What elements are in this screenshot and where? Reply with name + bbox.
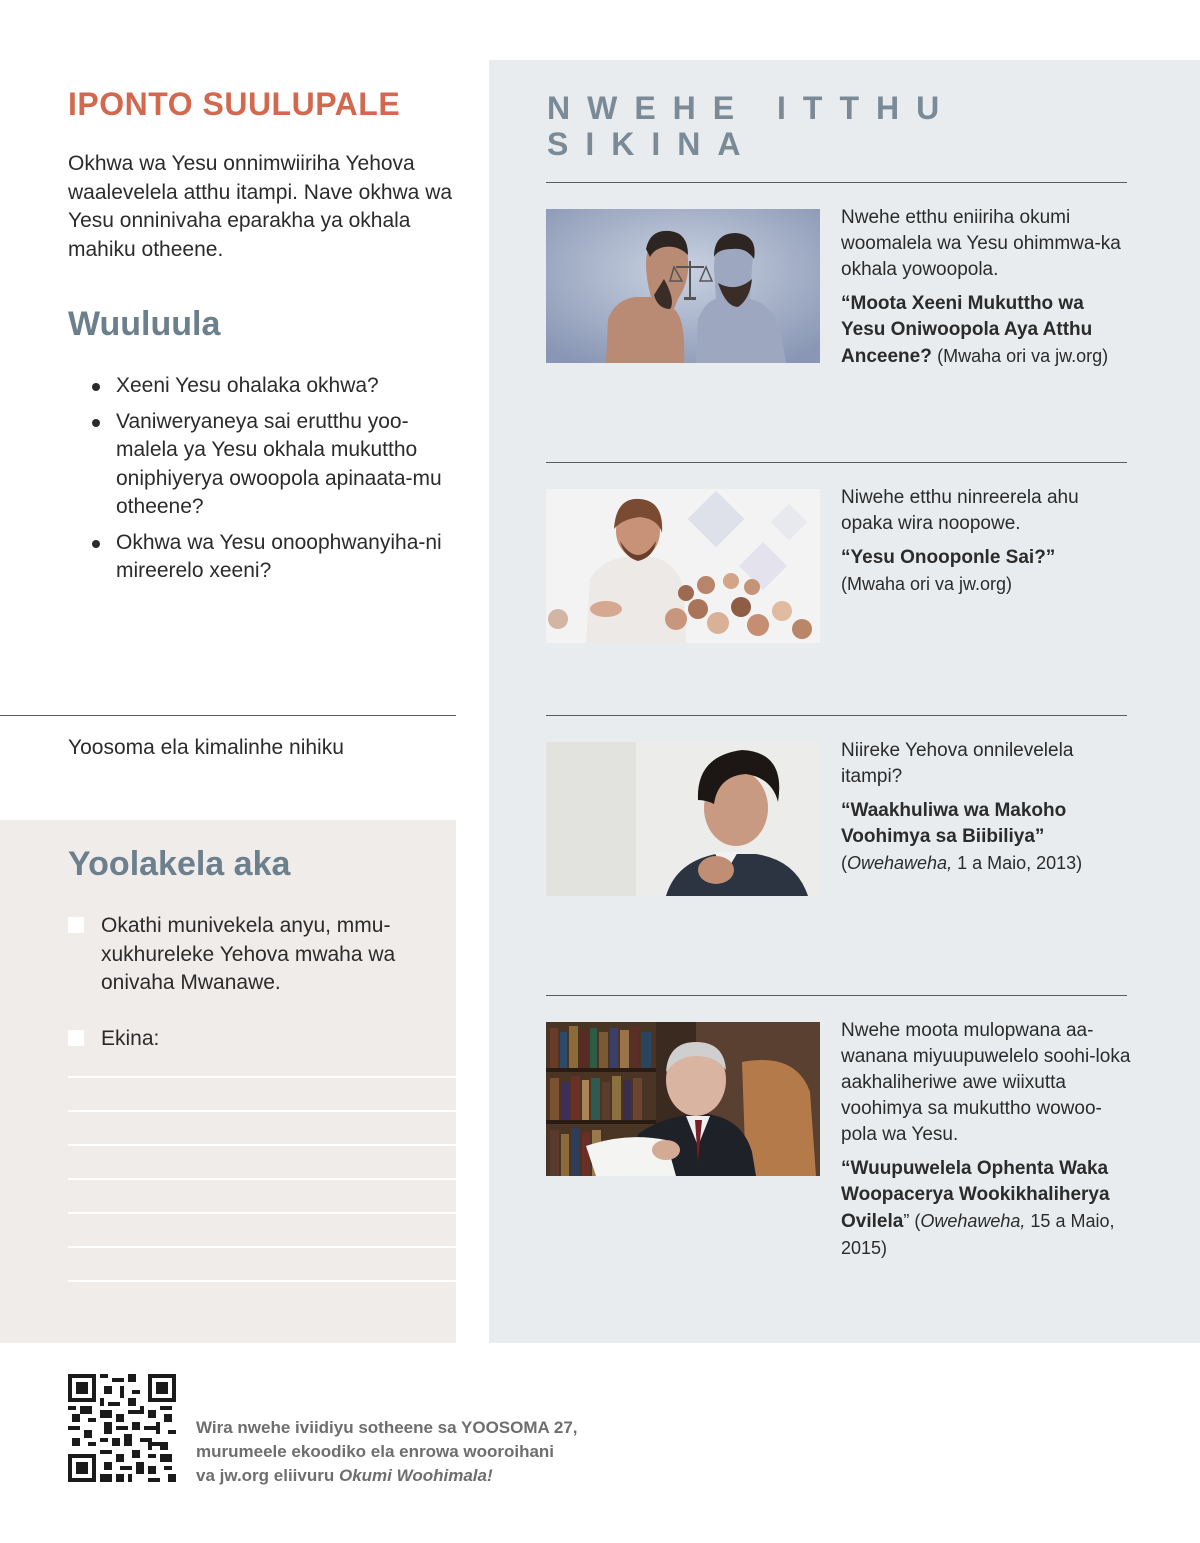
reading-item[interactable] (546, 715, 1127, 873)
further-reading-panel (489, 60, 1200, 1343)
checkbox[interactable] (68, 1030, 84, 1046)
reading-item-ref-source: (Mwaha ori va jw.org) (841, 574, 1013, 594)
reading-item-ref-source-date: 15 a Maio, 2015) (841, 1211, 1115, 1258)
reading-item-description: Niireke Yehova onnilevelela itampi? (841, 740, 1074, 787)
reading-item[interactable] (546, 462, 1127, 594)
reading-item-ref-source: (Owehaweha, 1 a Maio, 2013) (841, 853, 1083, 873)
write-line[interactable] (68, 1280, 456, 1282)
checkbox[interactable] (68, 917, 84, 933)
qr-code-icon[interactable] (68, 1374, 176, 1482)
reading-item-description: Nwehe moota mulopwana aa-wanana miyuupuwelelo soohi-loka aakhaliheriwe awe wiixutta voohimya sa mukuttho wowoo-pola wa Yesu. (841, 1020, 1131, 1145)
reading-item-text (841, 738, 1131, 877)
write-line[interactable] (68, 1178, 456, 1180)
footer-line: murumeele ekoodiko ela enrowa wooroihani (196, 1442, 555, 1461)
man-reading-photo[interactable] (546, 1022, 820, 1176)
summary-title: IPONTO SUULUPALE (68, 86, 401, 122)
further-reading-title: NWEHE ITTHU SIKINA (547, 90, 957, 162)
write-line[interactable] (68, 1246, 456, 1248)
reading-item-ref-title[interactable]: “Wuupuwelela Ophenta Waka Woopacerya Wookikhaliherya Ovilela (841, 1158, 1110, 1232)
bullet-icon (92, 419, 100, 427)
reading-item-description: Nwehe etthu eniiriha okumi woomalela wa Yesu ohimmwa-ka okhala yowoopola. (841, 207, 1121, 280)
reading-item[interactable] (546, 995, 1131, 1258)
reading-item-reference[interactable] (841, 1156, 1131, 1262)
reading-item-ref-source-publication: Owehaweha, (920, 1211, 1026, 1231)
goal-text: Okathi munivekela anyu, mmu-xukhureleke Yehova mwaha wa onivaha Mwanawe. (101, 914, 396, 994)
two-men-scale-illustration[interactable] (546, 209, 820, 363)
jesus-with-people-illustration[interactable] (546, 489, 820, 643)
reading-item-text (841, 205, 1131, 370)
footer-note (196, 1416, 616, 1488)
man-praying-photo[interactable] (546, 742, 820, 896)
reading-item-text (841, 485, 1131, 598)
review-question: Xeeni Yesu ohalaka okhwa? (92, 372, 452, 401)
goals-panel (0, 820, 456, 1343)
footer-line: va jw.org eliivuru Okumi Woohimala! (196, 1466, 493, 1485)
bullet-icon (92, 540, 100, 548)
summary-text: Okhwa wa Yesu onnimwiiriha Yehova waalevelela atthu itampi. Nave okhwa wa Yesu onninivaha eparakha ya okhala mahiku otheene. (68, 152, 453, 261)
reading-item-ref-source: (Mwaha ori va jw.org) (937, 346, 1109, 366)
write-line[interactable] (68, 1144, 456, 1146)
reading-item-reference[interactable] (841, 545, 1131, 598)
goal-item-other[interactable] (68, 1025, 438, 1054)
review-question: Okhwa wa Yesu onoophwanyiha-ni mireerelo xeeni? (92, 529, 452, 586)
write-line[interactable] (68, 1212, 456, 1214)
review-question: Vaniweryaneya sai erutthu yoo-malela ya Yesu okhala mukuttho oniphiyerya owoopola apinaata-mu otheene? (92, 408, 452, 522)
goal-item[interactable] (68, 912, 438, 998)
book-title: Okumi Woohimala! (338, 1466, 493, 1485)
reading-item-ref-source: ” (Owehaweha, 15 a Maio, 2015) (841, 1211, 1115, 1258)
footer-line: Wira nwehe iviidiyu sotheene sa YOOSOMA 27, (196, 1418, 578, 1437)
reading-item-ref-source-date: 1 a Maio, 2013) (957, 853, 1083, 873)
reading-item-reference[interactable] (841, 291, 1131, 370)
reading-item-ref-title[interactable]: “Yesu Onooponle Sai?” (841, 547, 1056, 568)
bullet-icon (92, 383, 100, 391)
completion-date-label: Yoosoma ela kimalinhe nihiku (68, 736, 344, 759)
write-line[interactable] (68, 1076, 456, 1078)
goals-heading: Yoolakela aka (68, 845, 291, 883)
reading-item-ref-title[interactable]: “Waakhuliwa wa Makoho Voohimya sa Biibiliya” (841, 800, 1067, 847)
reading-item-ref-title[interactable]: “Moota Xeeni Mukuttho wa Yesu Oniwoopola Aya Atthu Anceene? (841, 293, 1093, 367)
reading-item[interactable] (546, 182, 1127, 367)
write-line[interactable] (68, 1110, 456, 1112)
reading-item-description: Niwehe etthu ninreerela ahu opaka wira noopowe. (841, 487, 1079, 534)
review-heading: Wuuluula (68, 305, 221, 343)
reading-item-text (841, 1018, 1131, 1262)
reading-item-reference[interactable] (841, 798, 1131, 877)
review-questions (92, 372, 452, 593)
goal-text: Ekina: (101, 1027, 160, 1050)
reading-item-ref-source-publication: Owehaweha, (847, 853, 953, 873)
divider (0, 715, 456, 716)
